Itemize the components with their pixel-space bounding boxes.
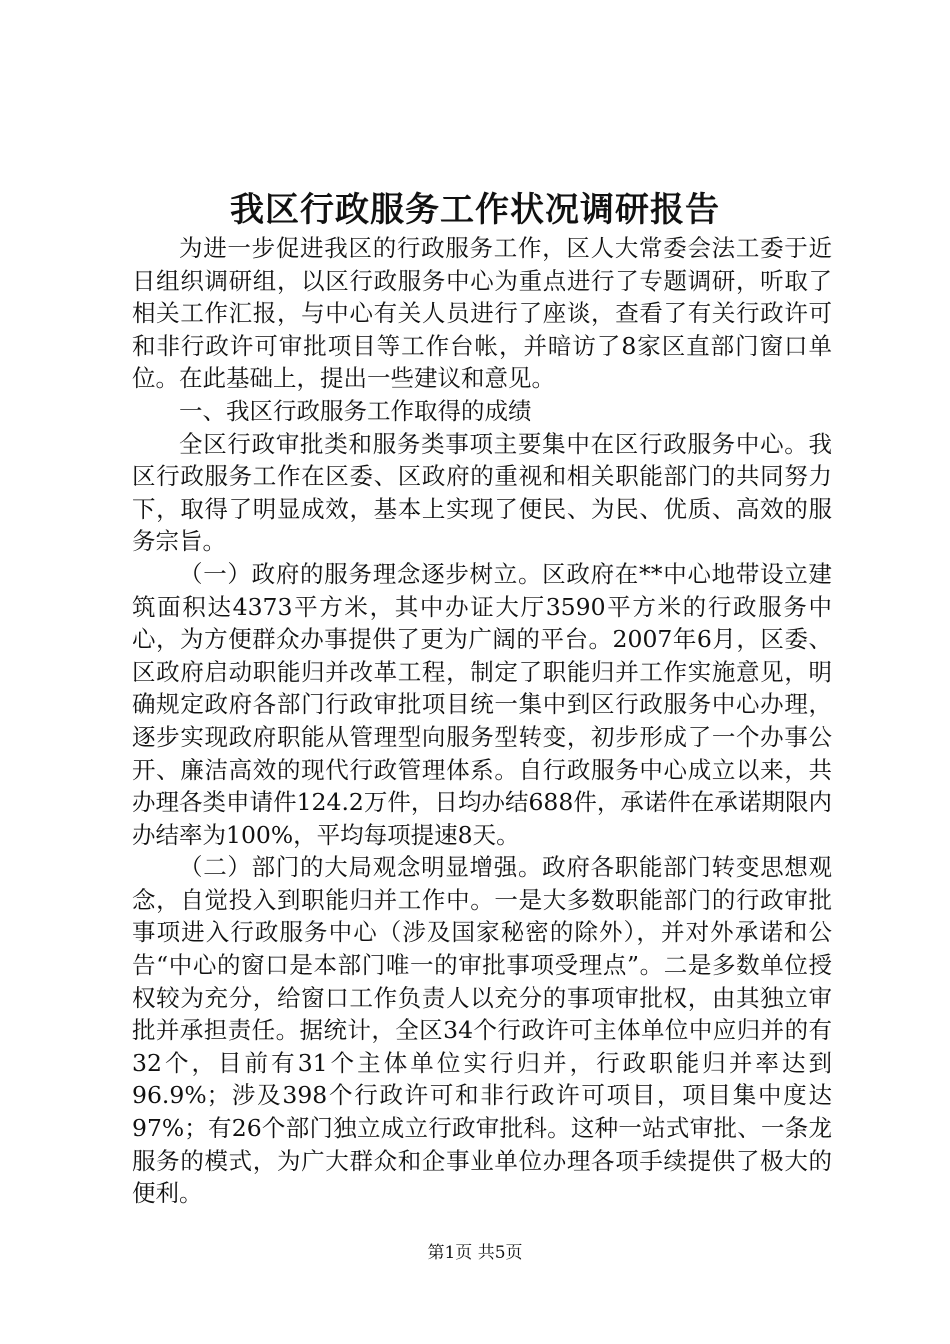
- paragraph-item-2: （二）部门的大局观念明显增强。政府各职能部门转变思想观念，自觉投入到职能归并工作中。一是大多数职能部门的行政审批事项进入行政服务中心（涉及国家秘密的除外），并对外承诺和公告“中心的窗口是本部门唯一的审批事项受理点”。二是多数单位授权较为充分，给窗口工作负责人以充分的事项审批权，由其独立审批并承担责任。据统计，全区34个行政许可主体单位中应归并的有32个，目前有31个主体单位实行归并，行政职能归并率达到96.9%；涉及398个行政许可和非行政许可项目，项目集中度达97%；有26个部门独立成立行政审批科。这种一站式审批、一条龙服务的模式，为广大群众和企事业单位办理各项手续提供了极大的便利。: [132, 853, 832, 1208]
- document-body: [132, 232, 832, 1210]
- section-heading-achievements: 一、我区行政服务工作取得的成绩: [179, 396, 532, 425]
- paragraph-intro: 为进一步促进我区的行政服务工作，区人大常委会法工委于近日组织调研组，以区行政服务中心为重点进行了专题调研，听取了相关工作汇报，与中心有关人员进行了座谈，查看了有关行政许可和非行政许可审批项目等工作台帐，并暗访了8家区直部门窗口单位。在此基础上，提出一些建议和意见。: [132, 234, 832, 393]
- paragraph-overview: 全区行政审批类和服务类事项主要集中在区行政服务中心。我区行政服务工作在区委、区政府的重视和相关职能部门的共同努力下，取得了明显成效，基本上实现了便民、为民、优质、高效的服务宗旨。: [132, 429, 832, 556]
- paragraph-item-1: （一）政府的服务理念逐步树立。区政府在**中心地带设立建筑面积达4373平方米，其中办证大厅3590平方米的行政服务中心，为方便群众办事提供了更为广阔的平台。2007年6月，区委、区政府启动职能归并改革工程，制定了职能归并工作实施意见，明确规定政府各部门行政审批项目统一集中到区行政服务中心办理，逐步实现政府职能从管理型向服务型转变，初步形成了一个办事公开、廉洁高效的现代行政管理体系。自行政服务中心成立以来，共办理各类申请件124.2万件，日均办结688件，承诺件在承诺期限内办结率为100%，平均每项提速8天。: [132, 559, 832, 849]
- page-number-footer: 第1页 共5页: [427, 1243, 523, 1263]
- document-title: 我区行政服务工作状况调研报告: [230, 190, 720, 230]
